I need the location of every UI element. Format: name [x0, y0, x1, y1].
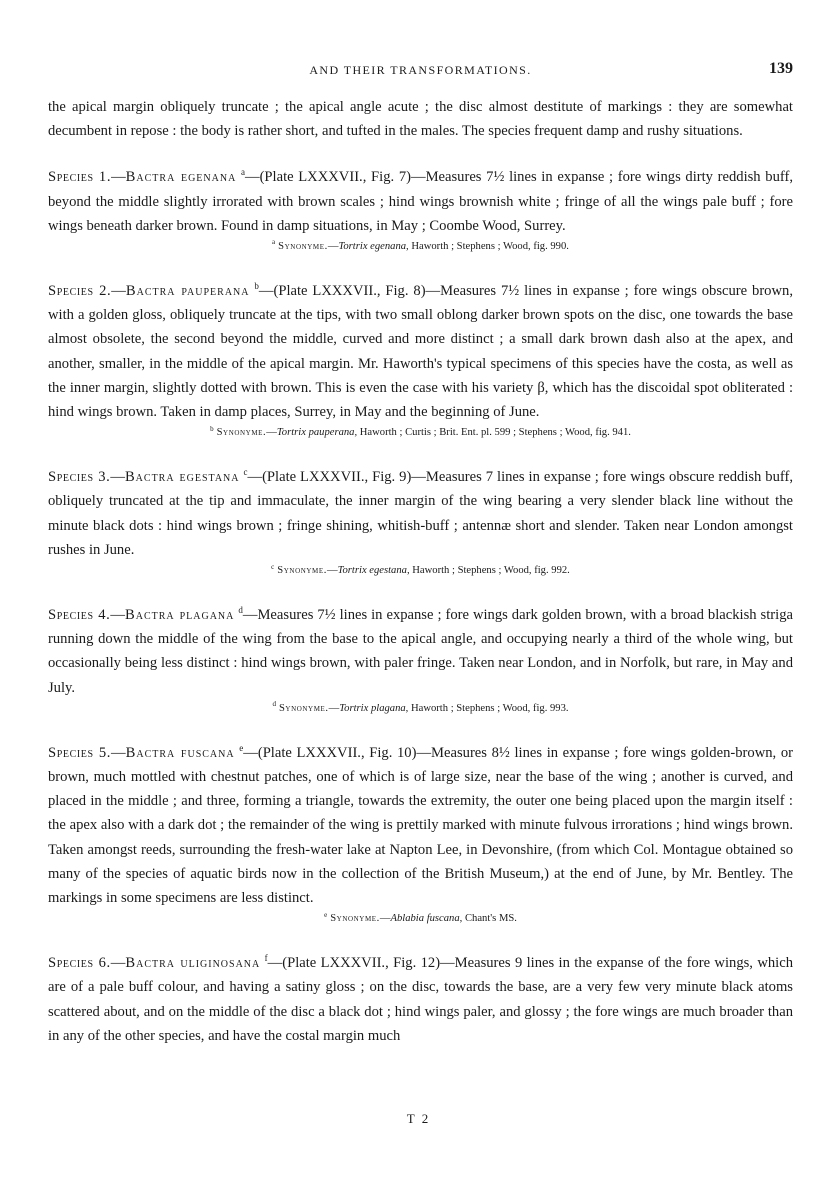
footnote-mark: d: [238, 605, 243, 616]
species-paragraph: Species 1.—Bactra egenana $^a$—(Plate LXXXVII., Fig. 7)—Measures 7½ lines in expanse ; fore wings dirty reddish buff, beyond the middle slightly irrorated with brown scales ; hind wings brownish white ; fringe of all the wings pale buff ; fore wings beneath darker brown. Found in damp situations, in May ; Coombe Wood, Surrey.: [48, 167, 793, 234]
species-description: —(Plate LXXXVII., Fig. 9)—Measures 7 lines in expanse ; fore wings obscure reddish buff, obliquely truncated at the tip and immaculate, the inner margin of the wing bearing a very slender black line without the minute black dots : hind wings brown ; fringe shining, whitish-buff ; antennæ short and slender. Taken near London amongst rushes in June.: [48, 469, 793, 558]
species-name: Bactra egenana: [125, 169, 237, 186]
species-label: Species 2.: [48, 283, 112, 300]
species-entry-3: [48, 465, 793, 579]
species-entry-6: [48, 951, 793, 1048]
synonym-note: $^e$ Synonyme.—Ablabia fuscana, Chant's MS.: [324, 910, 517, 925]
species-paragraph: Species 5.—Bactra fuscana $^e$—(Plate LXXXVII., Fig. 10)—Measures 8½ lines in expanse ; fore wings golden-brown, or brown, much mottled with chestnut patches, one of which is of large size, near the base of the wing ; another is curved, and placed in the middle ; and three, forming a triangle, towards the extremity, the outer one being placed upon the margin itself : the apex also with a dark dot ; the remainder of the wing is prettily marked with minute fulvous irrorations ; hind wings brown. Taken amongst reeds, surrounding the fresh-water lake at Napton Lee, in Devonshire, (from which Col. Montague obtained so many of the species of aquatic birds now in the collection of the British Museum,) at the end of June, by Mr. Bentley. The markings in some specimens are less distinct.: [48, 743, 793, 907]
synonym-note: $^b$ Synonyme.—Tortrix pauperana, Haworth ; Curtis ; Brit. Ent. pl. 599 ; Stephens ; Wood, fig. 941.: [210, 424, 631, 439]
species-description: —Measures 7½ lines in expanse ; fore wings dark golden brown, with a broad blackish striga running down the middle of the wing from the base to the apical angle, and occupying nearly a third of the whole wing, but occasionally being less distinct : hind wings brown, with paler fringe. Taken near London, and in Norfolk, but rare, in May and July.: [48, 607, 793, 696]
species-name: Bactra fuscana: [125, 744, 235, 761]
synonym-name: Ablabia fuscana,: [390, 913, 463, 925]
synonym-label: Synonyme.: [278, 241, 328, 253]
synonym-name: Tortrix egestana,: [337, 565, 410, 577]
footnote-mark: b: [254, 281, 259, 292]
species-description: —(Plate LXXXVII., Fig. 10)—Measures 8½ lines in expanse ; fore wings golden-brown, or brown, much mottled with chestnut patches, one of which is of large size, near the base of the wing ; another is curved, and placed in the middle ; and three, forming a triangle, towards the extremity, the outer one being placed upon the margin itself : the apex also with a dark dot ; the remainder of the wing is prettily marked with minute fulvous irrorations ; hind wings brown. Taken amongst reeds, surrounding the fresh-water lake at Napton Lee, in Devonshire, (from which Col. Montague obtained so many of the species of aquatic birds now in the collection of the British Museum,) at the end of June, by Mr. Bentley. The markings in some specimens are less distinct.: [48, 744, 793, 907]
intro-paragraph: the apical margin obliquely truncate ; the apical angle acute ; the disc almost destitute of markings : they are somewhat decumbent in repose : the body is rather short, and tufted in the males. The species frequent damp and rushy situations.: [48, 99, 793, 140]
synonym-refs: Haworth ; Stephens ; Wood, fig. 993.: [410, 702, 569, 714]
synonym-name: Tortrix pauperana,: [276, 427, 358, 439]
synonym-note: $^d$ Synonyme.—Tortrix plagana, Haworth ; Stephens ; Wood, fig. 993.: [272, 700, 569, 714]
species-entry-5: [48, 741, 793, 927]
species-label: Species 1.: [48, 169, 112, 186]
footnote-mark: e: [239, 743, 244, 753]
synonym-mark: b: [210, 424, 214, 433]
synonym-name: Tortrix plagana,: [339, 702, 409, 714]
species-description: —(Plate LXXXVII., Fig. 12)—Measures 9 lines in the expanse of the fore wings, which are of a pale buff colour, and having a satiny gloss ; on the disc, towards the base, are a very few very minute black atoms scattered about, and on the middle of the disc a black dot ; hind wings paler, and glossy ; the fore wings are much broader than in any of the other species, and have the costal margin much: [48, 955, 793, 1044]
synonym-label: Synonyme.: [330, 913, 380, 925]
synonym-label: Synonyme.: [216, 427, 267, 439]
footnote-mark: c: [243, 467, 248, 478]
species-paragraph: Species 3.—Bactra egestana $^c$—(Plate LXXXVII., Fig. 9)—Measures 7 lines in expanse ; fore wings obscure reddish buff, obliquely truncated at the tip and immaculate, the inner margin of the wing bearing a very slender black line without the minute black dots : hind wings brown ; fringe shining, whitish-buff ; antennæ short and slender. Taken near London amongst rushes in June.: [48, 467, 793, 558]
synonym-mark: a: [272, 238, 276, 247]
species-entry-4: [48, 603, 793, 717]
body-text: [48, 95, 793, 1072]
running-head: [48, 60, 793, 82]
synonym-note: $^a$ Synonyme.—Tortrix egenana, Haworth ; Stephens ; Wood, fig. 990.: [272, 238, 569, 253]
synonym-mark: c: [271, 562, 275, 571]
species-label: Species 5.: [48, 744, 112, 761]
synonym-mark: d: [272, 700, 276, 709]
signature-mark: T 2: [406, 1111, 431, 1126]
species-name: Bactra pauperana: [125, 283, 250, 300]
species-entry-1: [48, 165, 793, 255]
synonym-label: Synonyme.: [278, 702, 329, 714]
species-name: Bactra plagana: [124, 607, 235, 624]
species-entry-2: [48, 279, 793, 441]
species-name: Bactra uliginosana: [125, 955, 261, 972]
synonym-refs: Chant's MS.: [464, 913, 517, 925]
species-label: Species 4.: [48, 607, 111, 624]
synonym-refs: Haworth ; Curtis ; Brit. Ent. pl. 599 ; Stephens ; Wood, fig. 941.: [359, 427, 631, 439]
synonym-mark: e: [324, 910, 328, 919]
species-paragraph: Species 6.—Bactra uliginosana $^f$—(Plate LXXXVII., Fig. 12)—Measures 9 lines in the expanse of the fore wings, which are of a pale buff colour, and having a satiny gloss ; on the disc, towards the base, are a very few very minute black atoms scattered about, and on the middle of the disc a black dot ; hind wings paler, and glossy ; the fore wings are much broader than in any of the other species, and have the costal margin much: [48, 953, 793, 1044]
synonym-label: Synonyme.: [277, 565, 327, 577]
species-description: —(Plate LXXXVII., Fig. 8)—Measures 7½ lines in expanse ; fore wings obscure brown, with a golden gloss, obliquely truncate at the tips, with two small oblong darker brown spots on the disc, one towards the base almost obsolete, the second beyond the middle, curved and more distinct ; a small dark brown dash also at the apex, and another, smaller, in the middle of the apical margin. Mr. Haworth's typical specimens of this species have the costa, as well as the inner margin, slightly dotted with brown. This is even the case with his variety β, which has the discoidal spot obliterated : hind wings brown. Taken in damp places, Surrey, in May and the beginning of June.: [48, 283, 793, 421]
footnote-mark: a: [240, 167, 245, 178]
synonym-note: $^c$ Synonyme.—Tortrix egestana, Haworth ; Stephens ; Wood, fig. 992.: [271, 562, 570, 577]
synonym-refs: Haworth ; Stephens ; Wood, fig. 990.: [411, 241, 569, 253]
species-paragraph: Species 4.—Bactra plagana $^d$—Measures 7½ lines in expanse ; fore wings dark golden brown, with a broad blackish striga running down the middle of the wing from the base to the apical angle, and occupying nearly a third of the whole wing, but occasionally being less distinct : hind wings brown, with paler fringe. Taken near London, and in Norfolk, but rare, in May and July.: [48, 605, 793, 696]
species-description: —(Plate LXXXVII., Fig. 7)—Measures 7½ lines in expanse ; fore wings dirty reddish buff, beyond the middle slightly irrorated with brown scales ; hind wings brownish white ; fringe of all the wings pale buff ; fore wings beneath darker brown. Found in damp situations, in May ; Coombe Wood, Surrey.: [48, 169, 793, 234]
synonym-name: Tortrix egenana,: [338, 241, 409, 253]
footnote-mark: f: [264, 953, 268, 964]
species-label: Species 6.: [48, 955, 111, 972]
species-paragraph: Species 2.—Bactra pauperana $^b$—(Plate LXXXVII., Fig. 8)—Measures 7½ lines in expanse ; fore wings obscure brown, with a golden gloss, obliquely truncate at the tips, with two small oblong darker brown spots on the disc, one towards the base almost obsolete, the second beyond the middle, curved and more distinct ; a small dark brown dash also at the apex, and another, smaller, in the middle of the apical margin. Mr. Haworth's typical specimens of this species have the costa, as well as the inner margin, slightly dotted with brown. This is even the case with his variety β, which has the discoidal spot obliterated : hind wings brown. Taken in damp places, Surrey, in May and the beginning of June.: [48, 281, 793, 421]
running-title: AND THEIR TRANSFORMATIONS.: [309, 63, 532, 77]
species-label: Species 3.: [48, 469, 111, 486]
synonym-refs: Haworth ; Stephens ; Wood, fig. 992.: [412, 565, 570, 577]
page-number: 139: [769, 60, 793, 77]
species-name: Bactra egestana: [124, 469, 240, 486]
